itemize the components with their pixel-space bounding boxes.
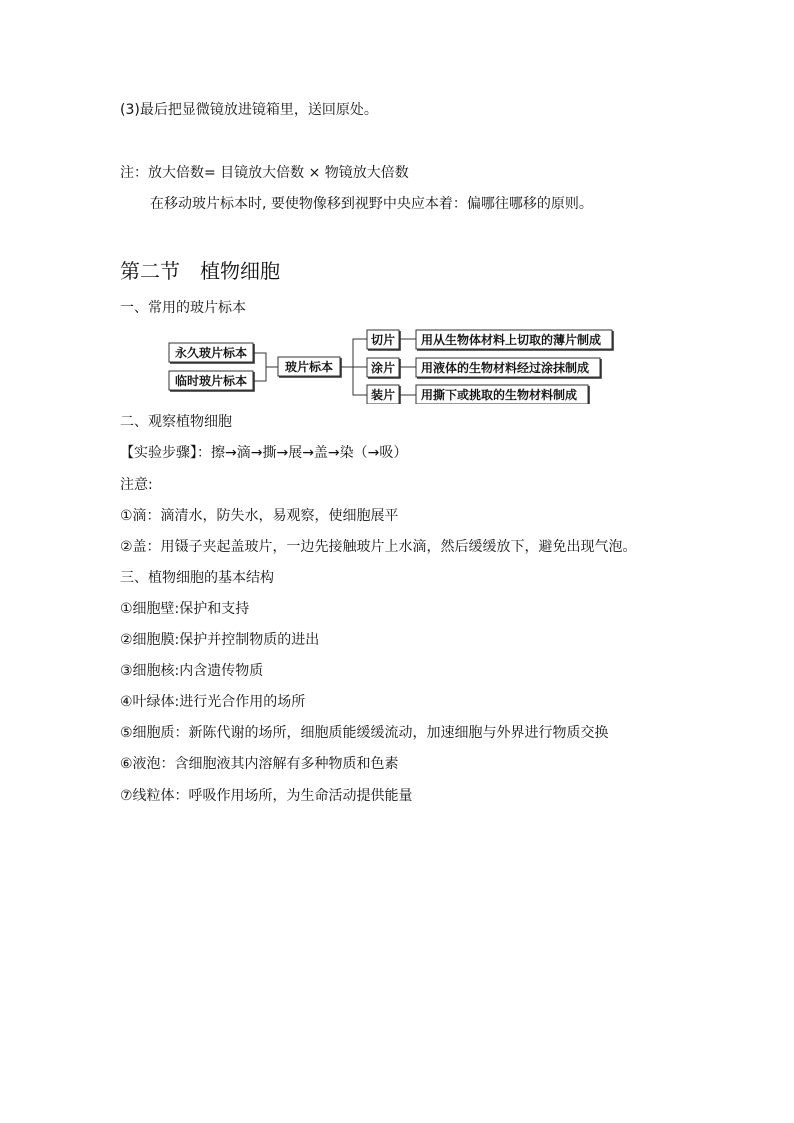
notice-label: 注意: <box>120 477 153 493</box>
magnification-note: 注：放大倍数= 目镜放大倍数 × 物镜放大倍数 <box>120 165 409 181</box>
structure-cytoplasm: ⑤细胞质：新陈代谢的场所，细胞质能缓缓流动，加速细胞与外界进行物质交换 <box>120 725 609 741</box>
mount-slide-box <box>367 385 400 404</box>
slide-specimen-diagram <box>168 328 618 408</box>
structure-cell-membrane: ②细胞膜:保护并控制物质的进出 <box>120 632 320 648</box>
section-slide-box <box>367 330 400 350</box>
mount-description: 用撕下或挑取的生物材料制成 <box>421 388 578 402</box>
section-title: 第二节 植物细胞 <box>120 259 280 283</box>
slide-specimen-label: 玻片标本 <box>284 360 334 374</box>
structure-cell-wall: ①细胞壁:保护和支持 <box>120 601 250 617</box>
cell-structure-heading: 三、植物细胞的基本结构 <box>120 570 274 586</box>
section-description-box <box>416 330 613 350</box>
notice-item-cover: ②盖：用镊子夹起盖玻片，一边先接触玻片上水滴，然后缓缓放下，避免出现气泡。 <box>120 539 637 555</box>
structure-nucleus: ③细胞核:内含遗传物质 <box>120 663 264 679</box>
slide-diagram-svg <box>168 328 618 404</box>
left-bracket <box>254 353 266 381</box>
mount-slide-label: 装片 <box>370 388 396 402</box>
mount-description-box <box>416 385 589 404</box>
slide-specimen-box <box>278 357 341 377</box>
observe-cells-heading: 二、观察植物细胞 <box>120 414 232 430</box>
smear-slide-box <box>367 358 400 378</box>
section-slide-label: 切片 <box>370 333 396 347</box>
structure-chloroplast: ④叶绿体:进行光合作用的场所 <box>120 694 306 710</box>
movement-note: 在移动玻片标本时, 要使物像移到视野中央应本着：偏哪往哪移的原则。 <box>150 196 593 212</box>
structure-vacuole: ⑥液泡：含细胞液其内溶解有多种物质和色素 <box>120 756 399 772</box>
smear-description: 用液体的生物材料经过涂抹制成 <box>421 361 590 375</box>
notice-item-drip: ①滴：滴清水，防失水，易观察，使细胞展平 <box>120 508 399 524</box>
structure-mitochondria: ⑦线粒体：呼吸作用场所，为生命活动提供能量 <box>120 788 413 804</box>
temporary-slide-label: 临时玻片标本 <box>174 374 248 388</box>
experiment-steps: 【实验步骤】：擦→滴→撕→展→盖→染（→吸） <box>120 445 408 461</box>
smear-slide-label: 涂片 <box>370 361 396 375</box>
slide-types-heading: 一、常用的玻片标本 <box>120 300 246 316</box>
step3-text: (3)最后把显微镜放进镜箱里，送回原处。 <box>120 102 378 118</box>
permanent-slide-box <box>169 343 254 363</box>
permanent-slide-label: 永久玻片标本 <box>174 346 248 360</box>
smear-description-box <box>416 358 601 378</box>
section-description: 用从生物体材料上切取的薄片制成 <box>421 333 602 347</box>
temporary-slide-box <box>169 371 254 391</box>
